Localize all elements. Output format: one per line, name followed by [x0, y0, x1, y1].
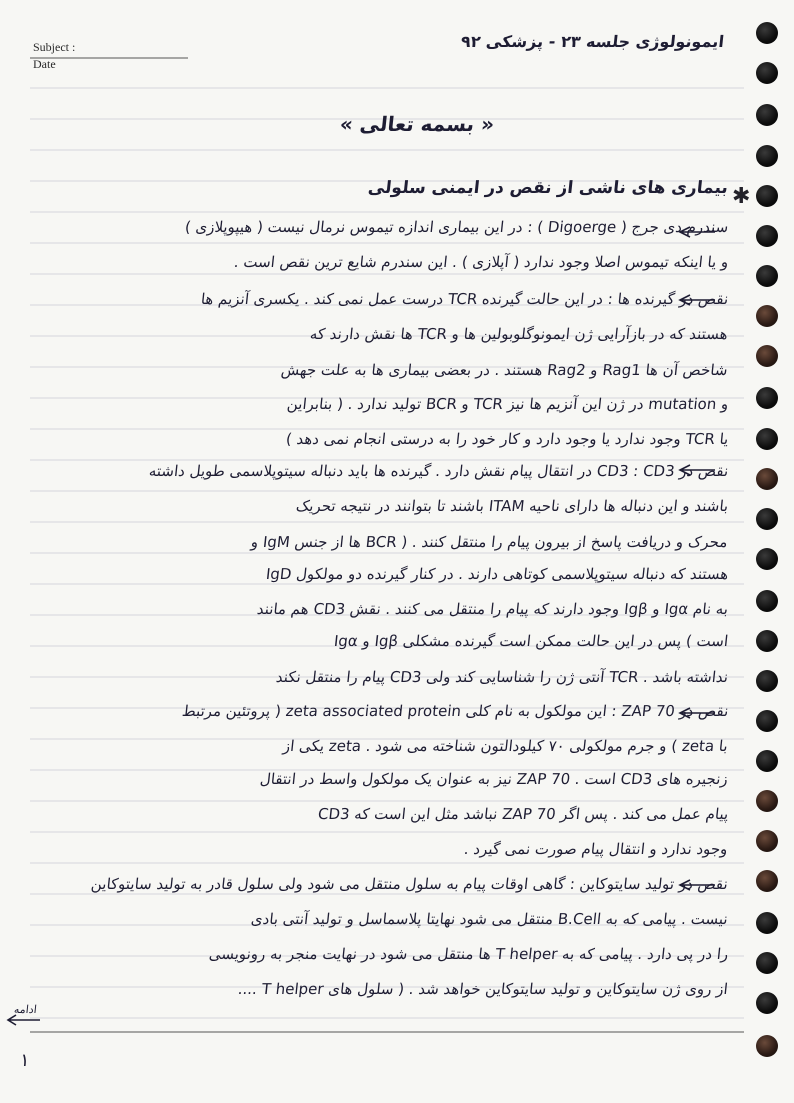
binder-hole	[756, 750, 778, 772]
note-line: باشند و این دنباله ها دارای ناحیه ITAM باشند تا بتوانند در نتیجه تحریک	[294, 497, 729, 515]
binder-hole	[756, 1035, 778, 1057]
binder-hole	[756, 630, 778, 652]
binder-hole	[756, 830, 778, 852]
page-title: « بسمه تعالی »	[338, 112, 496, 136]
note-line: شاخص آن ها Rag1 و Rag2 هستند . در بعضی بیماری ها به علت جهش	[280, 361, 729, 379]
binder-hole	[756, 912, 778, 934]
section-heading: بیماری های ناشی از نقص در ایمنی سلولی	[367, 178, 730, 198]
binder-hole	[756, 225, 778, 247]
binder-holes	[734, 0, 794, 1103]
binder-hole	[756, 508, 778, 530]
binder-hole	[756, 345, 778, 367]
binder-hole	[756, 145, 778, 167]
note-line: محرک و دریافت پاسخ از بیرون پیام را منتقل کنند . ( BCR ها از جنس IgM و	[250, 533, 729, 551]
note-line: نداشته باشد . TCR آنتی ژن را شناسایی کند ولی CD3 پیام را منتقل نکند	[274, 668, 729, 686]
note-line: به نام Igα و Igβ وجود دارند که پیام را منتقل می کنند . نقش CD3 هم مانند	[255, 600, 729, 618]
note-line: یا TCR وجود ندارد یا وجود دارد و کار خود را به درستی انجام نمی دهد )	[284, 430, 729, 448]
note-line: را در پی دارد . پیامی که به T helper ها منتقل می شود در نهایت منجر به رونویسی	[207, 945, 729, 963]
note-line: نقص در CD3 : CD3 در انتقال پیام نقش دارد . گیرنده ها باید دنباله سیتوپلاسمی طویل داشته	[147, 462, 729, 480]
continue-note: ادامه	[13, 1003, 38, 1016]
date-label: Date	[33, 57, 56, 71]
binder-hole	[756, 185, 778, 207]
note-line: نیست . پیامی که به B.Cell منتقل می شود نهایتا پلاسماسل و تولید آنتی بادی	[250, 910, 729, 928]
binder-hole	[756, 265, 778, 287]
note-line: و یا اینکه تیموس اصلا وجود ندارد ( آپلازی ) . این سندرم شایع ترین نقص است .	[232, 253, 729, 271]
binder-hole	[756, 305, 778, 327]
note-line: نقص در ZAP 70 : این مولکول به نام کلی zeta associated protein ( پروتئین مرتبط	[180, 702, 729, 720]
binder-hole	[756, 670, 778, 692]
note-line: و mutation در ژن این آنزیم ها نیز TCR و BCR تولید ندارد . ( بنابراین	[285, 395, 729, 413]
note-line: نقص در گیرنده ها : در این حالت گیرنده TCR درست عمل نمی کند . یکسری آنزیم ها	[199, 290, 729, 308]
note-line: با zeta ) و جرم مولکولی ۷۰ کیلودالتون شناخته می شود . zeta یکی از	[282, 737, 729, 755]
binder-hole	[756, 62, 778, 84]
note-line: پیام عمل می کند . پس اگر ZAP 70 نباشد مثل این است که CD3	[316, 805, 729, 823]
binder-hole	[756, 870, 778, 892]
binder-hole	[756, 790, 778, 812]
note-line: زنجیره های CD3 است . ZAP 70 نیز به عنوان یک مولکول واسط در انتقال	[259, 770, 729, 788]
note-line: هستند که در بازآرایی ژن ایمونوگلوبولین ها و TCR ها نقش دارند که	[309, 325, 729, 343]
binder-hole	[756, 428, 778, 450]
top-note: ایمونولوژی جلسه ۲۳ - پزشکی ۹۲	[460, 32, 725, 51]
page-number: ۱	[18, 1050, 31, 1071]
binder-hole	[756, 992, 778, 1014]
binder-hole	[756, 104, 778, 126]
binder-hole	[756, 548, 778, 570]
binder-hole	[756, 468, 778, 490]
binder-hole	[756, 710, 778, 732]
note-line: نقص در تولید سایتوکاین : گاهی اوقات پیام به سلول منتقل می شود ولی سلول قادر به تولید سایتوکاین	[90, 875, 729, 893]
binder-hole	[756, 952, 778, 974]
binder-hole	[756, 387, 778, 409]
binder-hole	[756, 22, 778, 44]
note-line: Igα و Igβ است ) پس در این حالت ممکن است گیرنده مشکلی	[332, 632, 729, 650]
note-line: سندرم دی جرج ( Digoerge ) : در این بیماری اندازه تیموس نرمال نیست ( هیپوپلازی )	[183, 218, 729, 236]
binder-hole	[756, 590, 778, 612]
subject-label: Subject :	[33, 40, 76, 54]
note-line: وجود ندارد و انتقال پیام صورت نمی گیرد .	[463, 840, 729, 858]
note-line: IgD هستند که دنباله سیتوپلاسمی کوتاهی دارند . در کنار گیرنده دو مولکول	[264, 565, 729, 583]
note-line: از روی ژن سایتوکاین و تولید سایتوکاین خواهد شد . ( سلول های T helper ....	[237, 980, 729, 998]
asterisk-icon: ✱	[732, 184, 751, 209]
